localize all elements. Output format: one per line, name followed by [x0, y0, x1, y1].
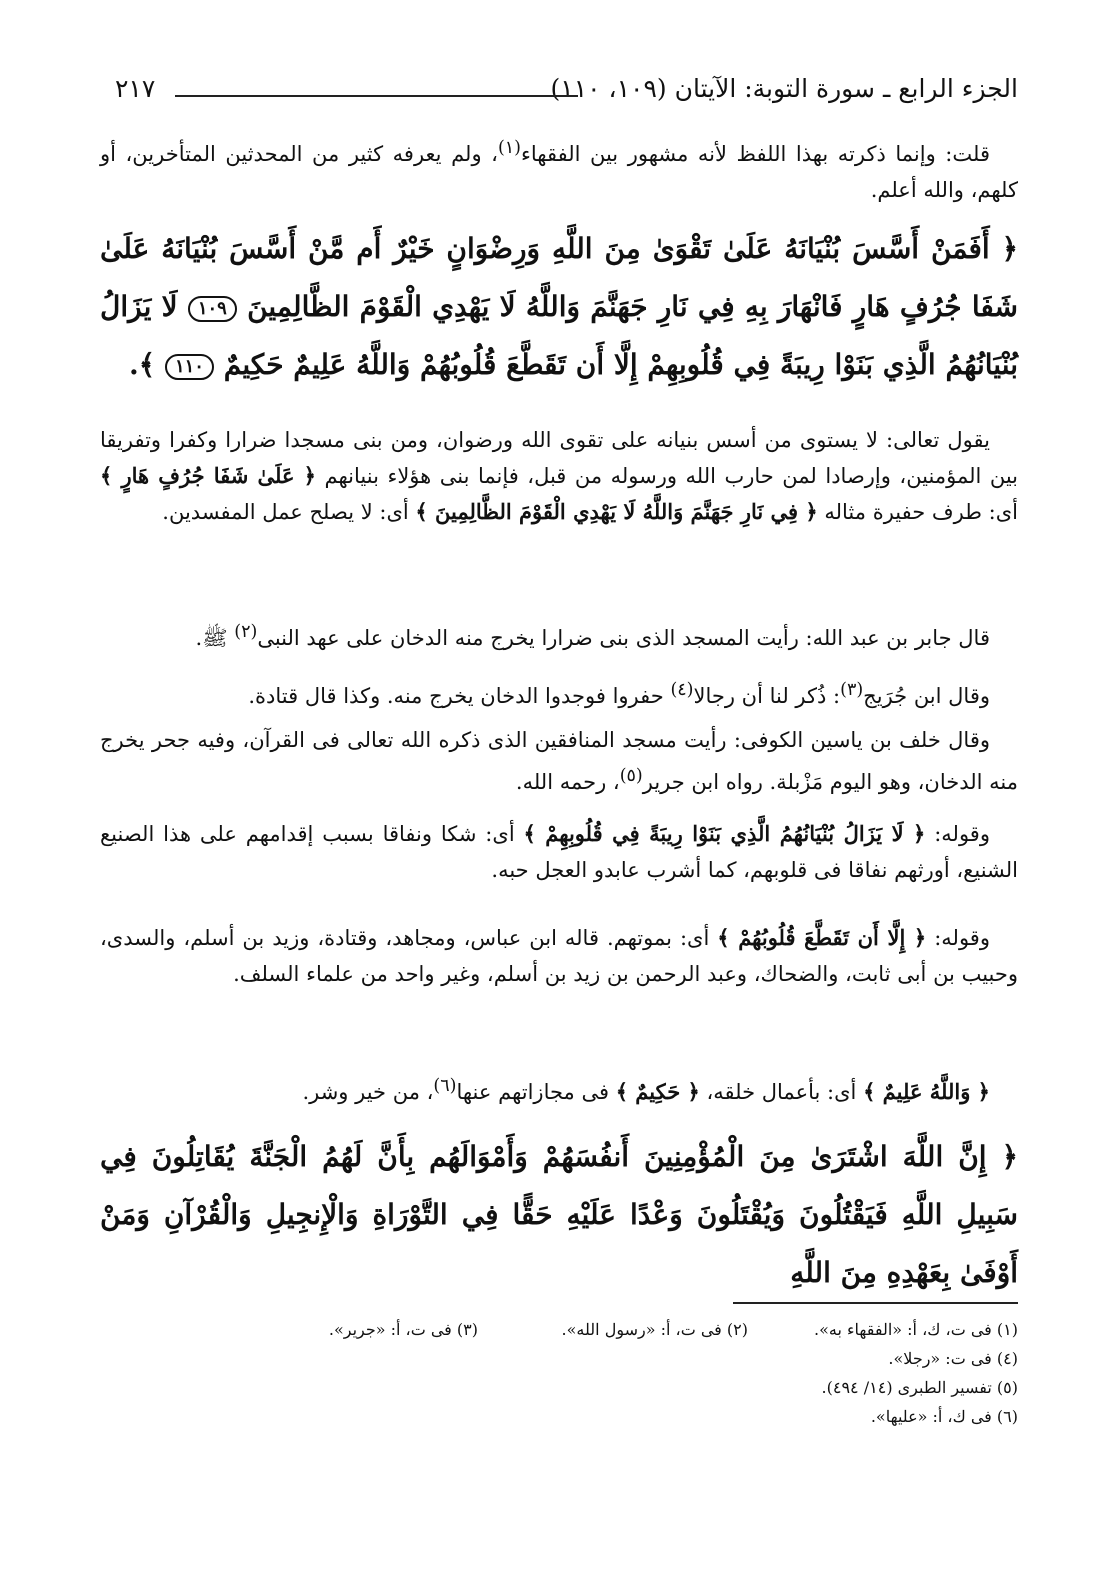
- p4-text-a: وقال ابن جُرَيج: [863, 684, 990, 708]
- footnote-ref-5: (٥): [619, 766, 643, 786]
- footnote-ref-2: (٢): [234, 622, 258, 642]
- p7-quote-1: ﴿ إِلَّا أَن تَقَطَّعَ قُلُوبُهُمْ ﴾: [717, 925, 927, 950]
- p2-text-c: أى: لا يصلح عمل المفسدين.: [162, 500, 409, 524]
- p5-text-a: وقال خلف بن ياسين الكوفى: رأيت مسجد المنافقين الذى ذكره الله تعالى فى القرآن، وفيه جحر يخرج منه الدخان، وهو اليوم مَزْبلة. رواه ابن جرير: [100, 728, 1018, 794]
- verse-109-110: [100, 220, 1018, 394]
- paragraph-6: [100, 816, 1018, 888]
- footnote-ref-3: (٣): [840, 680, 864, 700]
- footnote-ref-4: (٤): [670, 680, 694, 700]
- footnote-4: (٤) فى ت: «رجلا».: [888, 1349, 1018, 1368]
- paragraph-1: [100, 130, 1018, 208]
- paragraph-3: [100, 614, 1018, 656]
- footnote-2: (٢) فى ت، أ: «رسول الله».: [561, 1320, 748, 1339]
- p7-text-a: وقوله:: [934, 926, 990, 950]
- footnote-rule: [733, 1302, 1018, 1304]
- p5-text-b: ، رحمه الله.: [515, 770, 620, 794]
- paragraph-2: [100, 422, 1018, 530]
- p6-quote-1: ﴿ لَا يَزَالُ بُنْيَانُهُمُ الَّذِي بَنَوْا رِيبَةً فِي قُلُوبِهِمْ ﴾: [523, 821, 926, 846]
- footnote-5: (٥) تفسير الطبرى (١٤/ ٤٩٤).: [821, 1378, 1018, 1397]
- footnotes: [100, 1315, 1018, 1431]
- p4-text-c: حفروا فوجدوا الدخان يخرج منه. وكذا قال قتادة.: [248, 684, 664, 708]
- p8-text-a: أى: بأعمال خلقه،: [706, 1080, 857, 1104]
- p3-text-a: قال جابر بن عبد الله: رأيت المسجد الذى بنى ضرارا يخرج منه الدخان على عهد النبى: [257, 626, 990, 650]
- footnote-ref-1: (١): [497, 138, 521, 158]
- header-title: الجزء الرابع ـ سورة التوبة: الآيتان (١٠٩، ١١٠): [550, 74, 1018, 103]
- p8-text-b: فى مجازاتهم عنها: [456, 1080, 609, 1104]
- p8-text-c: ، من خير وشر.: [302, 1080, 434, 1104]
- paragraph-5: [100, 722, 1018, 800]
- footnote-3: (٣) فى ت، أ: «جرير».: [328, 1320, 478, 1339]
- p2-quote-2: ﴿ فِي نَارِ جَهَنَّمَ وَاللَّهُ لَا يَهْدِي الْقَوْمَ الظَّالِمِينَ ﴾: [415, 499, 818, 524]
- header-rule: [175, 95, 578, 97]
- p8-quote-1: ﴿ وَاللَّهُ عَلِيمٌ ﴾: [863, 1079, 990, 1104]
- verse1-text-c: ﴾.: [129, 348, 156, 381]
- p4-text-b: : ذُكر لنا أن رجالا: [693, 684, 841, 708]
- p6-text-b: أى: شكا ونفاقا بسبب إقدامهم على هذا الصنيع الشنيع، أورثهم نفاقا فى قلوبهم، كما أشرب عابدو العجل حبه.: [100, 822, 1018, 882]
- p6-text-a: وقوله:: [934, 822, 990, 846]
- verse-111: [100, 1128, 1018, 1302]
- p2-quote-1: ﴿ عَلَىٰ شَفَا جُرُفٍ هَارٍ ﴾: [100, 463, 316, 488]
- p2-text-a: يقول تعالى: لا يستوى من أسس بنيانه على تقوى الله ورضوان، ومن بنى مسجدا ضرارا وكفرا وتفريقا بين المؤمنين، وإرصادا لمن حارب الله ورسوله من قبل، فإنما بنى هؤلاء بنيانهم: [100, 428, 1019, 488]
- verse1-text-a: ﴿ أَفَمَنْ أَسَّسَ بُنْيَانَهُ عَلَىٰ تَقْوَىٰ مِنَ اللَّهِ وَرِضْوَانٍ خَيْرٌ أَم مَّنْ أَسَّسَ بُنْيَانَهُ عَلَىٰ شَفَا جُرُفٍ هَارٍ فَانْهَارَ بِهِ فِي نَارِ جَهَنَّمَ وَاللَّهُ لَا يَهْدِي الْقَوْمَ الظَّالِمِينَ: [100, 232, 1019, 323]
- p1-text-a: قلت: وإنما ذكرته بهذا اللفظ لأنه مشهور بين الفقهاء: [521, 142, 990, 166]
- footnote-ref-6: (٦): [433, 1076, 457, 1096]
- running-header: [115, 70, 1018, 110]
- paragraph-4: [100, 672, 1018, 714]
- p7-text-b: أى: بموتهم. قاله ابن عباس، ومجاهد، وقتادة، وزيد بن أسلم، والسدى، وحبيب بن أبى ثابت، والضحاك، وعبد الرحمن بن زيد بن أسلم، وغير واحد من علماء السلف.: [100, 926, 1018, 986]
- p2-text-b: أى: طرف حفيرة مثاله: [824, 500, 1018, 524]
- paragraph-7: [100, 920, 1018, 992]
- verse-number-110: ١١٠: [165, 354, 214, 380]
- footnote-6: (٦) فى ك، أ: «عليها».: [870, 1407, 1018, 1426]
- paragraph-8: [100, 1068, 1018, 1110]
- p1-text-b: ، ولم يعرفه كثير من المحدثين المتأخرين، أو كلهم، والله أعلم.: [100, 142, 1018, 202]
- verse1-text-b: لَا يَزَالُ بُنْيَانُهُمُ الَّذِي بَنَوْا رِيبَةً فِي قُلُوبِهِمْ إِلَّا أَن تَقَطَّعَ قُلُوبُهُمْ وَاللَّهُ عَلِيمٌ حَكِيمٌ: [100, 290, 1018, 381]
- verse-number-109: ١٠٩: [188, 296, 237, 322]
- p3-text-b: ﷺ.: [195, 626, 228, 650]
- footnote-1: (١) فى ت، ك، أ: «الفقهاء به».: [814, 1320, 1018, 1339]
- footnote-row: [100, 1315, 1018, 1344]
- page-number: ٢١٧: [115, 74, 156, 103]
- p8-quote-2: ﴿ حَكِيمٌ ﴾: [615, 1079, 700, 1104]
- verse2-text: ﴿ إِنَّ اللَّهَ اشْتَرَىٰ مِنَ الْمُؤْمِنِينَ أَنفُسَهُمْ وَأَمْوَالَهُم بِأَنَّ لَهُمُ الْجَنَّةَ يُقَاتِلُونَ فِي سَبِيلِ اللَّهِ فَيَقْتُلُونَ وَيُقْتَلُونَ وَعْدًا عَلَيْهِ حَقًّا فِي التَّوْرَاةِ وَالْإِنجِيلِ وَالْقُرْآنِ وَمَنْ أَوْفَىٰ بِعَهْدِهِ مِنَ اللَّهِ: [100, 1140, 1018, 1289]
